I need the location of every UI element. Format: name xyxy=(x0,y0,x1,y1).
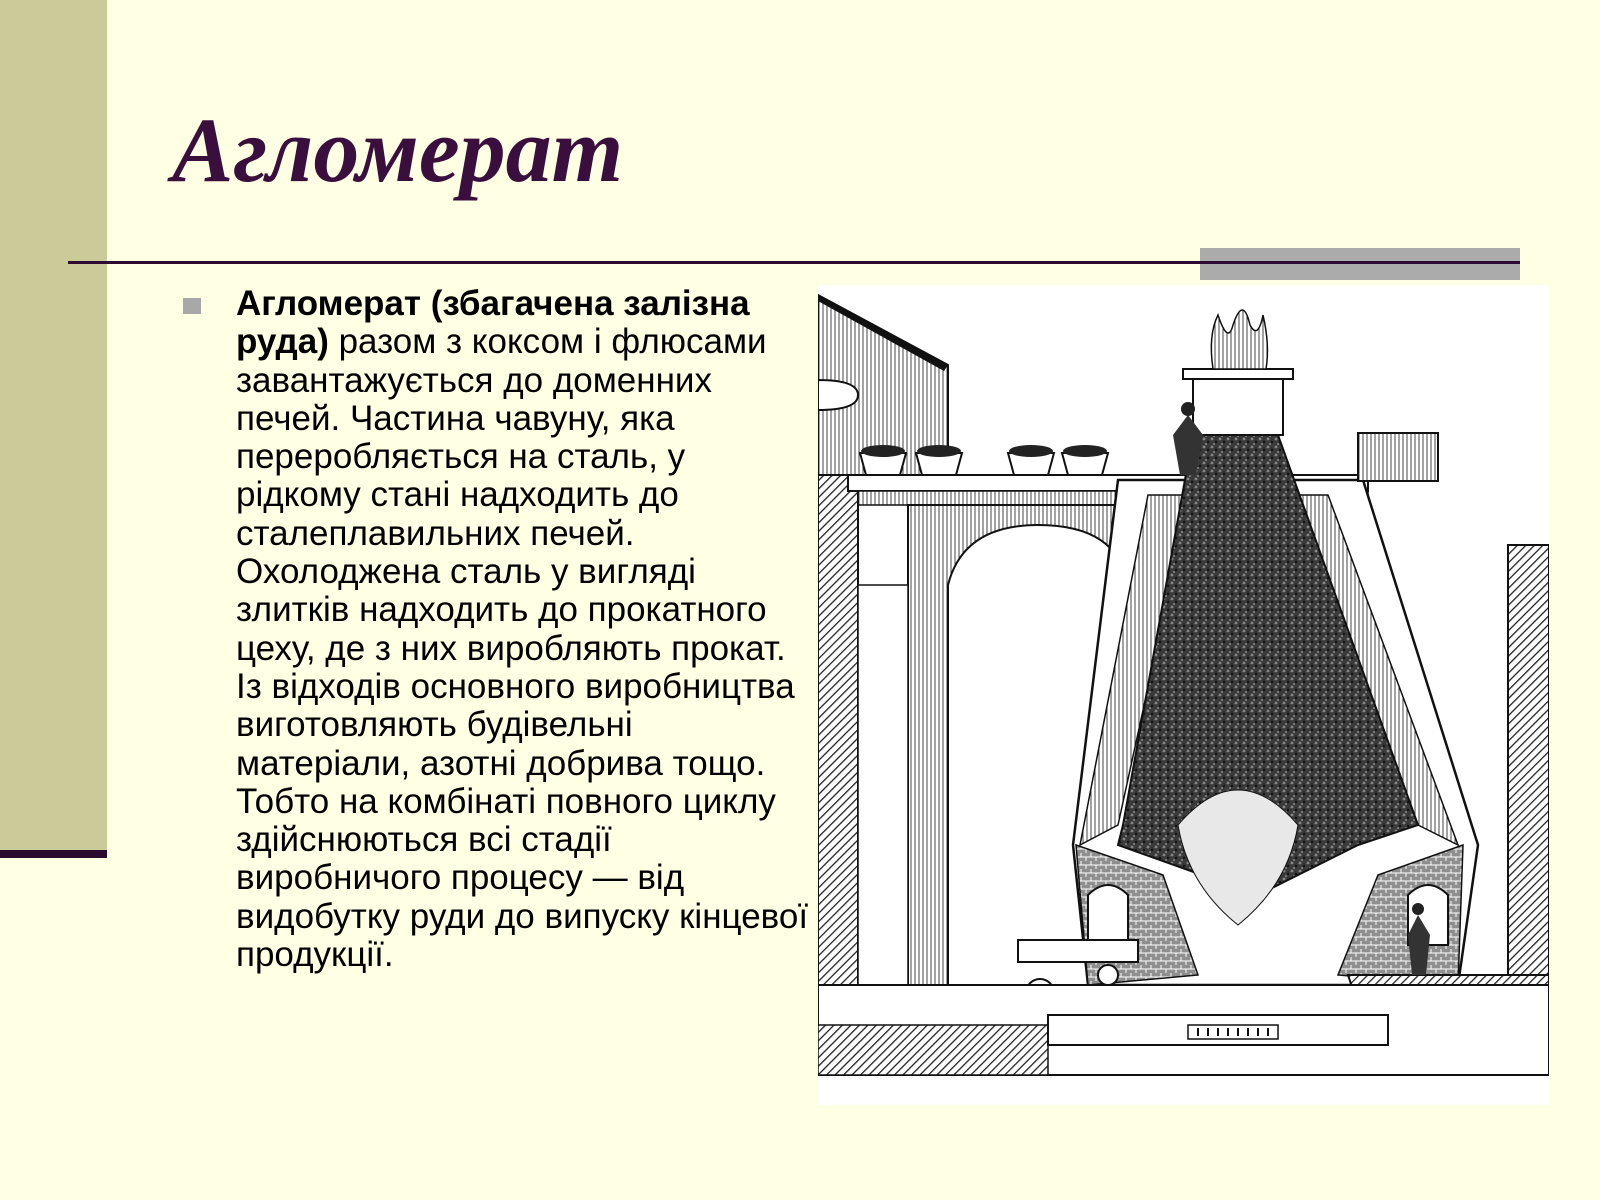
body-text: разом з коксом і флюсами завантажується до доменних печей. Частина чавуну, яка переробляється на сталь, у рідкому стані надходить до сталеплавильних печей. Охолоджена сталь у вигляді злитків надходить до прокатного цеху, де з них виробляють прокат. Із відходів основного виробництва виготовляють будівельні матеріали, азотні добрива тощо. Тобто на комбінаті повного циклу здійснюються всі стадії виробничого процесу — від видобутку руди до випуску кінцевої продукції. xyxy=(236,322,809,975)
left-accent-band xyxy=(0,0,107,850)
slide-title: Агломерат xyxy=(172,99,624,201)
body-lead-bold: Агломерат (збагачена залізна руда) xyxy=(236,284,750,362)
blast-furnace-engraving-icon xyxy=(818,285,1549,1105)
left-accent-band-foot xyxy=(0,850,107,858)
body-paragraph xyxy=(236,285,816,974)
title-underline xyxy=(68,261,1520,264)
title-accent-bar xyxy=(1200,248,1520,280)
bullet-marker-icon xyxy=(183,298,201,314)
